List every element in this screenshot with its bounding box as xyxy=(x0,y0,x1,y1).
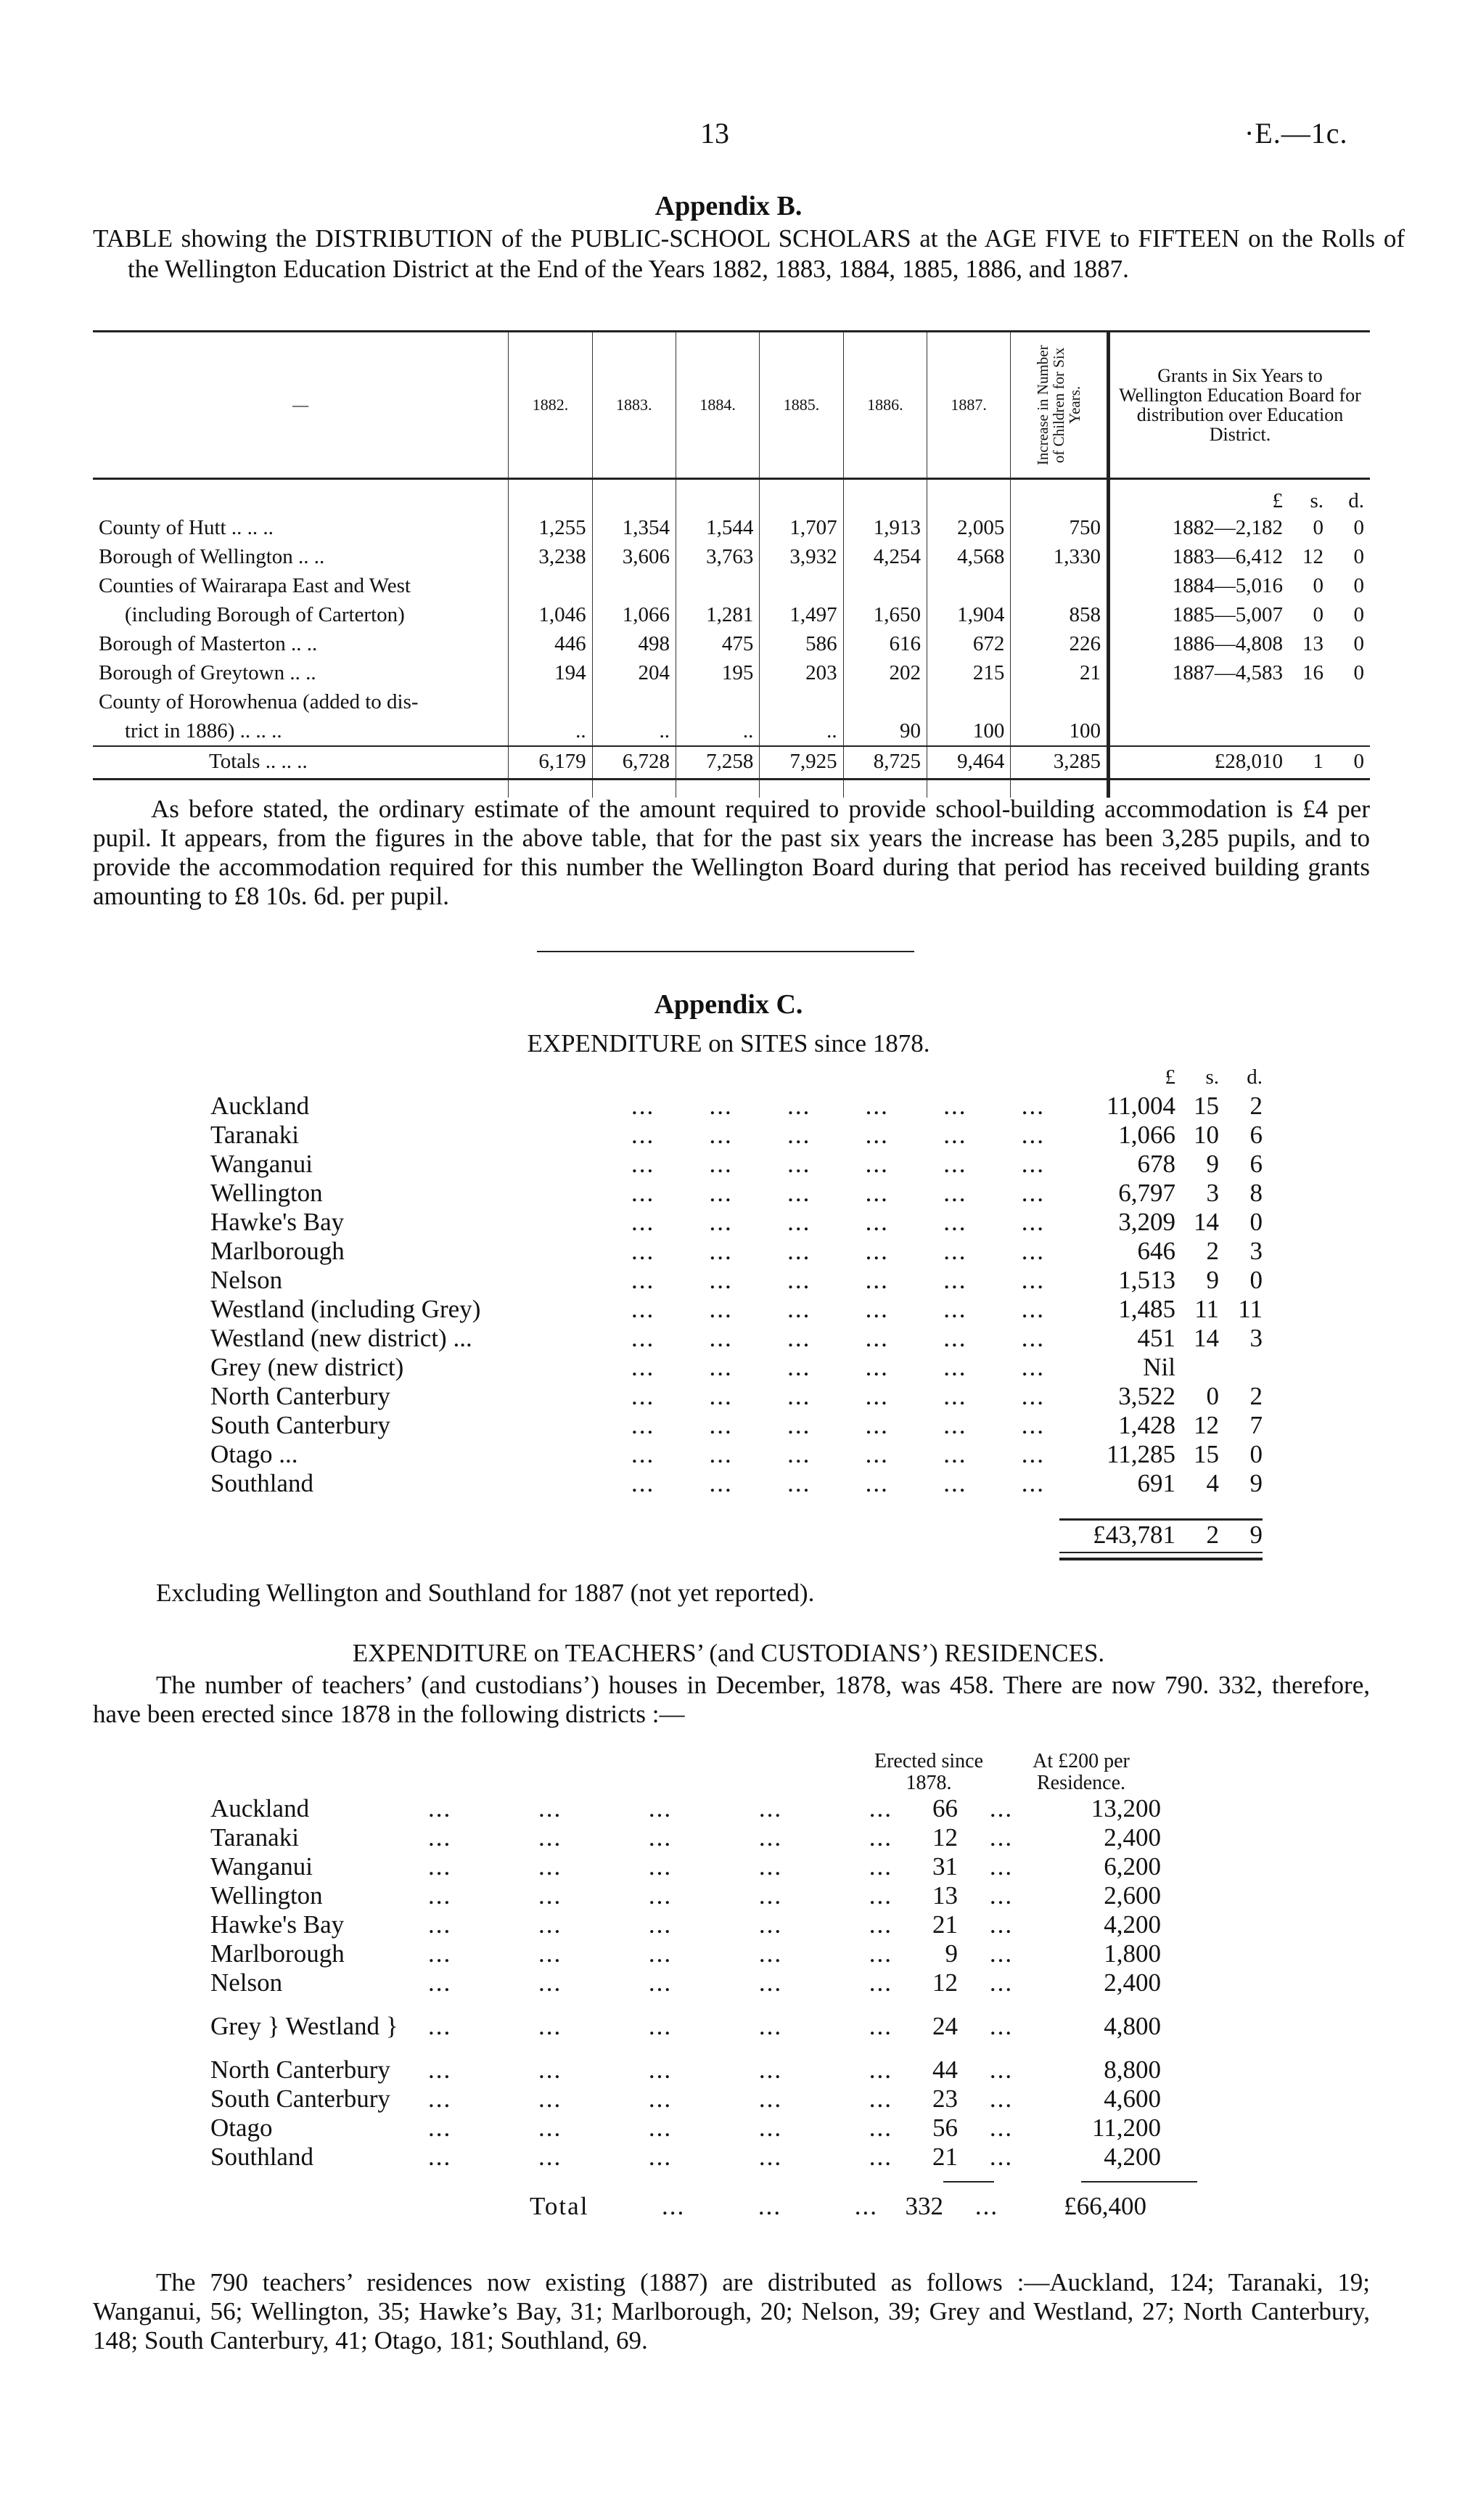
residences-row xyxy=(210,1852,1299,1881)
district-name: Nelson xyxy=(210,1968,283,1997)
district-name: Otago xyxy=(210,2114,273,2142)
grant-entry: 1884—5,016 0 0 xyxy=(1172,574,1364,597)
header-year: 1882. xyxy=(509,332,592,479)
grant-total: £28,010 1 0 xyxy=(1214,750,1364,773)
table-header-row xyxy=(93,332,1370,479)
erected-count: 23 xyxy=(932,2085,958,2113)
dot-leader: ... ... ... ... ... xyxy=(428,1852,892,1881)
amount-pounds: 1,428 xyxy=(1118,1411,1175,1439)
district-name: Nelson xyxy=(210,1266,283,1294)
dot-leader: ... ... ... ... ... xyxy=(428,2055,892,2084)
district-name: North Canterbury xyxy=(210,2055,390,2084)
dot-leader: ... ... ... ... ... ... xyxy=(631,1411,1045,1439)
section-divider xyxy=(537,951,914,952)
district-name: Grey } Westland } xyxy=(210,2012,398,2040)
dot-leader: ... ... ... ... ... ... xyxy=(631,1382,1045,1410)
dot-leader: ... ... ... ... ... xyxy=(428,1794,892,1822)
dot-leader: ... ... ... ... ... ... xyxy=(631,1208,1045,1236)
amount-pence: 6 xyxy=(1249,1121,1263,1149)
sites-row xyxy=(210,1295,1263,1324)
erected-count: 66 xyxy=(932,1794,958,1822)
sites-row xyxy=(210,1237,1263,1266)
erected-count: 31 xyxy=(932,1852,958,1881)
double-rule xyxy=(1059,1552,1263,1560)
district-name: Wanganui xyxy=(210,1150,313,1178)
amount-pence: 2 xyxy=(1249,1382,1263,1410)
dot-leader: ... ... ... ... ... xyxy=(428,1881,892,1910)
amount-shillings: 0 xyxy=(1206,1382,1219,1410)
district-name: Taranaki xyxy=(210,1823,299,1852)
dot-leader: ... ... ... ... ... ... xyxy=(631,1179,1045,1207)
amount-pence: 2 xyxy=(1249,1092,1263,1120)
district-name: Westland (including Grey) xyxy=(210,1295,481,1323)
amount-shillings: 15 xyxy=(1194,1092,1219,1120)
district-name: Marlborough xyxy=(210,1237,345,1265)
table-row: (including Borough of Carterton) 1,046 1,066 1,281 1,497 1,650 1,904 858 1885—5,007 0 0 xyxy=(93,600,1370,629)
header-increase-text: Increase in Number of Children for Six Years. xyxy=(1034,345,1084,465)
residences-row xyxy=(210,1881,1299,1910)
grant-entry: 1886—4,808 13 0 xyxy=(1172,632,1364,655)
residences-row xyxy=(210,1939,1299,1968)
erected-count: 21 xyxy=(932,2143,958,2171)
dot-leader: ... ... ... ... ... xyxy=(428,2085,892,2113)
appendix-b-paragraph: As before stated, the ordinary estimate of the amount required to provide school-building accommodation is £4 per pupil. It appears, from the figures in the above table, that for the past six years the increase has been 3,285 pupils, and to provide the accommodation required for this number the Wellington Board during that period has received building grants amounting to £8 10s. 6d. per pupil. xyxy=(93,795,1370,910)
dot-leader: ... ... ... ... ... ... xyxy=(631,1469,1045,1497)
residences-row xyxy=(210,2085,1299,2114)
header-year: 1885. xyxy=(760,332,843,479)
appendix-b-title: Appendix B. xyxy=(654,191,803,221)
row-label-continued: (including Borough of Carterton) xyxy=(125,603,405,626)
erected-count: 9 xyxy=(945,1939,958,1968)
amount-pounds: 11,285 xyxy=(1107,1440,1175,1468)
row-label: County of Horowhenua (added to dis- xyxy=(99,690,419,713)
amount-pounds: 1,513 xyxy=(1118,1266,1175,1294)
dot-leader: ... ... ... ... ... ... xyxy=(631,1295,1045,1323)
residence-value: 2,400 xyxy=(1104,1968,1161,1997)
sites-row xyxy=(210,1469,1263,1498)
grant-entry: 1887—4,583 16 0 xyxy=(1172,661,1364,684)
dot-leader: ... ... ... ... ... ... xyxy=(631,1266,1045,1294)
residences-intro: The number of teachers’ (and custodians’) houses in December, 1878, was 458. There are now 790. 332, therefore, have been erected since 1878 in the following districts :— xyxy=(93,1671,1370,1728)
table-row: trict in 1886) .. .. .. .. .. .. .. 90 100 100 xyxy=(93,716,1370,746)
sites-row xyxy=(210,1092,1263,1121)
residences-row xyxy=(210,1910,1299,1939)
district-name: Marlborough xyxy=(210,1939,345,1968)
sites-row xyxy=(210,1150,1263,1179)
grants-units: £ s. d. xyxy=(1272,489,1364,512)
amount-shillings: 14 xyxy=(1194,1324,1219,1352)
sites-row xyxy=(210,1324,1263,1353)
district-name: Wellington xyxy=(210,1179,323,1207)
amount-shillings xyxy=(1175,1353,1219,1382)
row-label: Borough of Masterton .. .. xyxy=(99,632,318,655)
amount-pounds: 6,797 xyxy=(1118,1179,1175,1207)
dot-leader: ... xyxy=(989,1939,1014,1968)
erected-count: 44 xyxy=(932,2055,958,2084)
residences-total-row: Total ... ... ... 332 ... £66,400 xyxy=(530,2192,1146,2220)
residence-value: 4,800 xyxy=(1104,2012,1161,2040)
header-year: 1883. xyxy=(592,332,676,479)
amount-pence: 6 xyxy=(1249,1150,1263,1178)
amount-shillings: 14 xyxy=(1194,1208,1219,1236)
amount-pounds: 3,209 xyxy=(1118,1208,1175,1236)
dot-leader: ... xyxy=(989,1968,1014,1997)
col-value: At £200 per Residence. xyxy=(1033,1750,1130,1794)
amount-shillings: 12 xyxy=(1194,1411,1219,1439)
row-label: Counties of Wairarapa East and West xyxy=(99,574,411,597)
sites-row xyxy=(210,1121,1263,1150)
district-name: Grey (new district) xyxy=(210,1353,404,1381)
residence-value: 2,400 xyxy=(1104,1823,1161,1852)
header-grants xyxy=(1109,332,1371,479)
amount-pounds: Nil xyxy=(1143,1353,1175,1381)
dot-leader: ... ... ... ... ... ... xyxy=(631,1150,1045,1178)
amount-shillings: 4 xyxy=(1206,1469,1219,1497)
district-name: Auckland xyxy=(210,1092,310,1120)
amount-pounds: 11,004 xyxy=(1107,1092,1175,1120)
dot-leader: ... xyxy=(989,2012,1014,2040)
sites-row xyxy=(210,1266,1263,1295)
dot-leader: ... ... ... ... ... xyxy=(428,2012,892,2040)
sites-title: EXPENDITURE on SITES since 1878. xyxy=(527,1029,930,1058)
amount-pounds: 3,522 xyxy=(1118,1382,1175,1410)
sites-expenditure-list xyxy=(210,1063,1263,1560)
amount-shillings: 9 xyxy=(1206,1266,1219,1294)
amount-pence: 8 xyxy=(1249,1179,1263,1207)
dot-leader: ... ... ... ... ... xyxy=(428,2143,892,2171)
residence-value: 8,800 xyxy=(1104,2055,1161,2084)
table-row: Borough of Greytown .. .. 194 204 195 203 202 215 21 1887—4,583 16 0 xyxy=(93,658,1370,687)
sites-total-row: £43,781 2 9 xyxy=(210,1518,1263,1547)
district-name: Westland (new district) ... xyxy=(210,1324,472,1352)
sites-row xyxy=(210,1411,1263,1440)
header-year: 1886. xyxy=(843,332,927,479)
district-name: South Canterbury xyxy=(210,2085,390,2113)
erected-count: 12 xyxy=(932,1823,958,1852)
residences-row xyxy=(210,1968,1299,1997)
grant-entry: 1883—6,412 12 0 xyxy=(1172,545,1364,568)
header-label: — xyxy=(93,332,509,479)
dot-leader: ... xyxy=(989,2143,1014,2171)
district-name: North Canterbury xyxy=(210,1382,390,1410)
table-row: County of Hutt .. .. .. 1,255 1,354 1,544 1,707 1,913 2,005 750 1882—2,182 0 0 xyxy=(93,513,1370,542)
amount-pence: 0 xyxy=(1249,1208,1263,1236)
sites-units-row: £ s. d. xyxy=(1165,1065,1263,1089)
district-name: Wanganui xyxy=(210,1852,313,1881)
dot-leader: ... ... ... ... ... ... xyxy=(631,1324,1045,1352)
dot-leader: ... xyxy=(989,1794,1014,1822)
dot-leader: ... ... ... ... ... ... xyxy=(631,1092,1045,1120)
dot-leader: ... ... ... ... ... xyxy=(428,1939,892,1968)
amount-pence xyxy=(1219,1353,1263,1382)
sites-row xyxy=(210,1179,1263,1208)
district-name: Taranaki xyxy=(210,1121,299,1149)
dot-leader: ... xyxy=(989,2114,1014,2142)
table-row: Borough of Wellington .. .. 3,238 3,606 3,763 3,932 4,254 4,568 1,330 1883—6,412 12 0 xyxy=(93,542,1370,571)
dot-leader: ... ... ... ... ... ... xyxy=(631,1121,1045,1149)
erected-count: 56 xyxy=(932,2114,958,2142)
appendix-c-title: Appendix C. xyxy=(654,989,803,1020)
dot-leader: ... ... ... ... ... xyxy=(428,1968,892,1997)
dot-leader: ... xyxy=(989,2055,1014,2084)
amount-pounds: 1,066 xyxy=(1118,1121,1175,1149)
amount-pence: 11 xyxy=(1238,1295,1263,1323)
amount-pounds: 691 xyxy=(1137,1469,1175,1497)
district-name: Southland xyxy=(210,1469,313,1497)
residence-value: 4,600 xyxy=(1104,2085,1161,2113)
district-name: South Canterbury xyxy=(210,1411,390,1439)
residence-value: 13,200 xyxy=(1091,1794,1161,1822)
sites-row xyxy=(210,1353,1263,1382)
header-year: 1884. xyxy=(676,332,759,479)
residences-row xyxy=(210,1794,1299,1823)
row-label: Borough of Wellington .. .. xyxy=(99,545,325,568)
row-label: County of Hutt .. .. .. xyxy=(99,516,274,539)
erected-count: 13 xyxy=(932,1881,958,1910)
sites-row xyxy=(210,1440,1263,1469)
residence-value: 6,200 xyxy=(1104,1852,1161,1881)
amount-shillings: 10 xyxy=(1194,1121,1219,1149)
residences-row xyxy=(210,2114,1299,2143)
row-label-continued: trict in 1886) .. .. .. xyxy=(125,719,282,742)
amount-shillings: 9 xyxy=(1206,1150,1219,1178)
residences-list xyxy=(210,1751,1299,2221)
amount-pence: 3 xyxy=(1249,1324,1263,1352)
residences-row xyxy=(210,2055,1299,2085)
table-bottom-rule xyxy=(93,778,1370,780)
dot-leader: ... xyxy=(989,2085,1014,2113)
dot-leader: ... ... ... ... ... xyxy=(428,1910,892,1939)
district-name: Hawke's Bay xyxy=(210,1208,345,1236)
residences-title: EXPENDITURE on TEACHERS’ (and CUSTODIANS’) RESIDENCES. xyxy=(352,1639,1105,1667)
amount-shillings: 2 xyxy=(1206,1237,1219,1265)
residence-value: 4,200 xyxy=(1104,2143,1161,2171)
dot-leader: ... xyxy=(989,1881,1014,1910)
amount-pounds: 451 xyxy=(1137,1324,1175,1352)
erected-count: 21 xyxy=(932,1910,958,1939)
appendix-b-caption: TABLE showing the DISTRIBUTION of the PUBLIC-SCHOOL SCHOLARS at the AGE FIVE to FIFTEEN on the Rolls of the Wellington Education District at the End of the Years 1882, 1883, 1884, 1885, 1886, and 1887. xyxy=(93,224,1405,283)
dot-leader: ... ... ... ... ... xyxy=(428,2114,892,2142)
amount-shillings: 11 xyxy=(1194,1295,1219,1323)
scholars-distribution-table xyxy=(93,330,1370,798)
header-year: 1887. xyxy=(927,332,1011,479)
residences-closing: The 790 teachers’ residences now existing (1887) are distributed as follows :—Auckland, 124; Taranaki, 19; Wanganui, 56; Wellington, 35; Hawke’s Bay, 31; Marlborough, 20; Nelson, 39; Grey and Westland, 27; North Canterbury, 148; South Canterbury, 41; Otago, 181; Southland, 69. xyxy=(93,2268,1370,2355)
col-erected: Erected since 1878. xyxy=(874,1750,984,1794)
row-label: Borough of Greytown .. .. xyxy=(99,661,316,684)
amount-pence: 0 xyxy=(1249,1440,1263,1468)
amount-shillings: 3 xyxy=(1206,1179,1219,1207)
sites-row xyxy=(210,1208,1263,1237)
sites-row xyxy=(210,1382,1263,1411)
erected-count: 24 xyxy=(932,2012,958,2040)
dot-leader: ... ... ... ... ... ... xyxy=(631,1237,1045,1265)
dot-leader: ... ... ... ... ... xyxy=(428,1823,892,1852)
district-name: Otago ... xyxy=(210,1440,298,1468)
district-name: Southland xyxy=(210,2143,313,2171)
page-number: 13 xyxy=(700,117,729,150)
residences-row xyxy=(210,1823,1299,1852)
residences-row xyxy=(210,2143,1299,2172)
dot-leader: ... xyxy=(989,1910,1014,1939)
grant-entry: 1885—5,007 0 0 xyxy=(1172,603,1364,626)
dot-leader: ... ... ... ... ... ... xyxy=(631,1440,1045,1468)
residences-header xyxy=(210,1751,1299,1794)
totals-label: Totals .. .. .. xyxy=(93,746,509,776)
spacer-row xyxy=(93,479,1370,514)
amount-pounds: 1,485 xyxy=(1118,1295,1175,1323)
district-name: Wellington xyxy=(210,1881,323,1910)
totals-row: Totals .. .. .. 6,179 6,728 7,258 7,925 8,725 9,464 3,285 £28,010 1 0 xyxy=(93,746,1370,776)
amount-pounds: 646 xyxy=(1137,1237,1175,1265)
residence-value: 1,800 xyxy=(1104,1939,1161,1968)
amount-pence: 9 xyxy=(1249,1469,1263,1497)
district-name: Hawke's Bay xyxy=(210,1910,345,1939)
district-name: Auckland xyxy=(210,1794,310,1822)
amount-pence: 0 xyxy=(1249,1266,1263,1294)
residence-value: 4,200 xyxy=(1104,1910,1161,1939)
table-row: Borough of Masterton .. .. 446 498 475 586 616 672 226 1886—4,808 13 0 xyxy=(93,629,1370,658)
amount-pence: 7 xyxy=(1249,1411,1263,1439)
amount-pounds: 678 xyxy=(1137,1150,1175,1178)
erected-count: 12 xyxy=(932,1968,958,1997)
header-increase xyxy=(1011,332,1109,479)
document-reference: ·E.—1c. xyxy=(1244,117,1348,150)
dot-leader: ... xyxy=(989,1852,1014,1881)
header-grants-text: Grants in Six Years to Wellington Education Board for distribution over Education District. xyxy=(1119,365,1361,445)
table-row xyxy=(93,687,1370,716)
amount-shillings: 15 xyxy=(1194,1440,1219,1468)
residences-row xyxy=(210,1997,1299,2055)
amount-pence: 3 xyxy=(1249,1237,1263,1265)
sites-note: Excluding Wellington and Southland for 1887 (not yet reported). xyxy=(156,1579,815,1607)
dot-leader: ... ... ... ... ... ... xyxy=(631,1353,1045,1381)
residence-value: 2,600 xyxy=(1104,1881,1161,1910)
dot-leader: ... xyxy=(989,1823,1014,1852)
grant-entry: 1882—2,182 0 0 xyxy=(1172,516,1364,539)
table-row xyxy=(93,571,1370,600)
residence-value: 11,200 xyxy=(1092,2114,1161,2142)
